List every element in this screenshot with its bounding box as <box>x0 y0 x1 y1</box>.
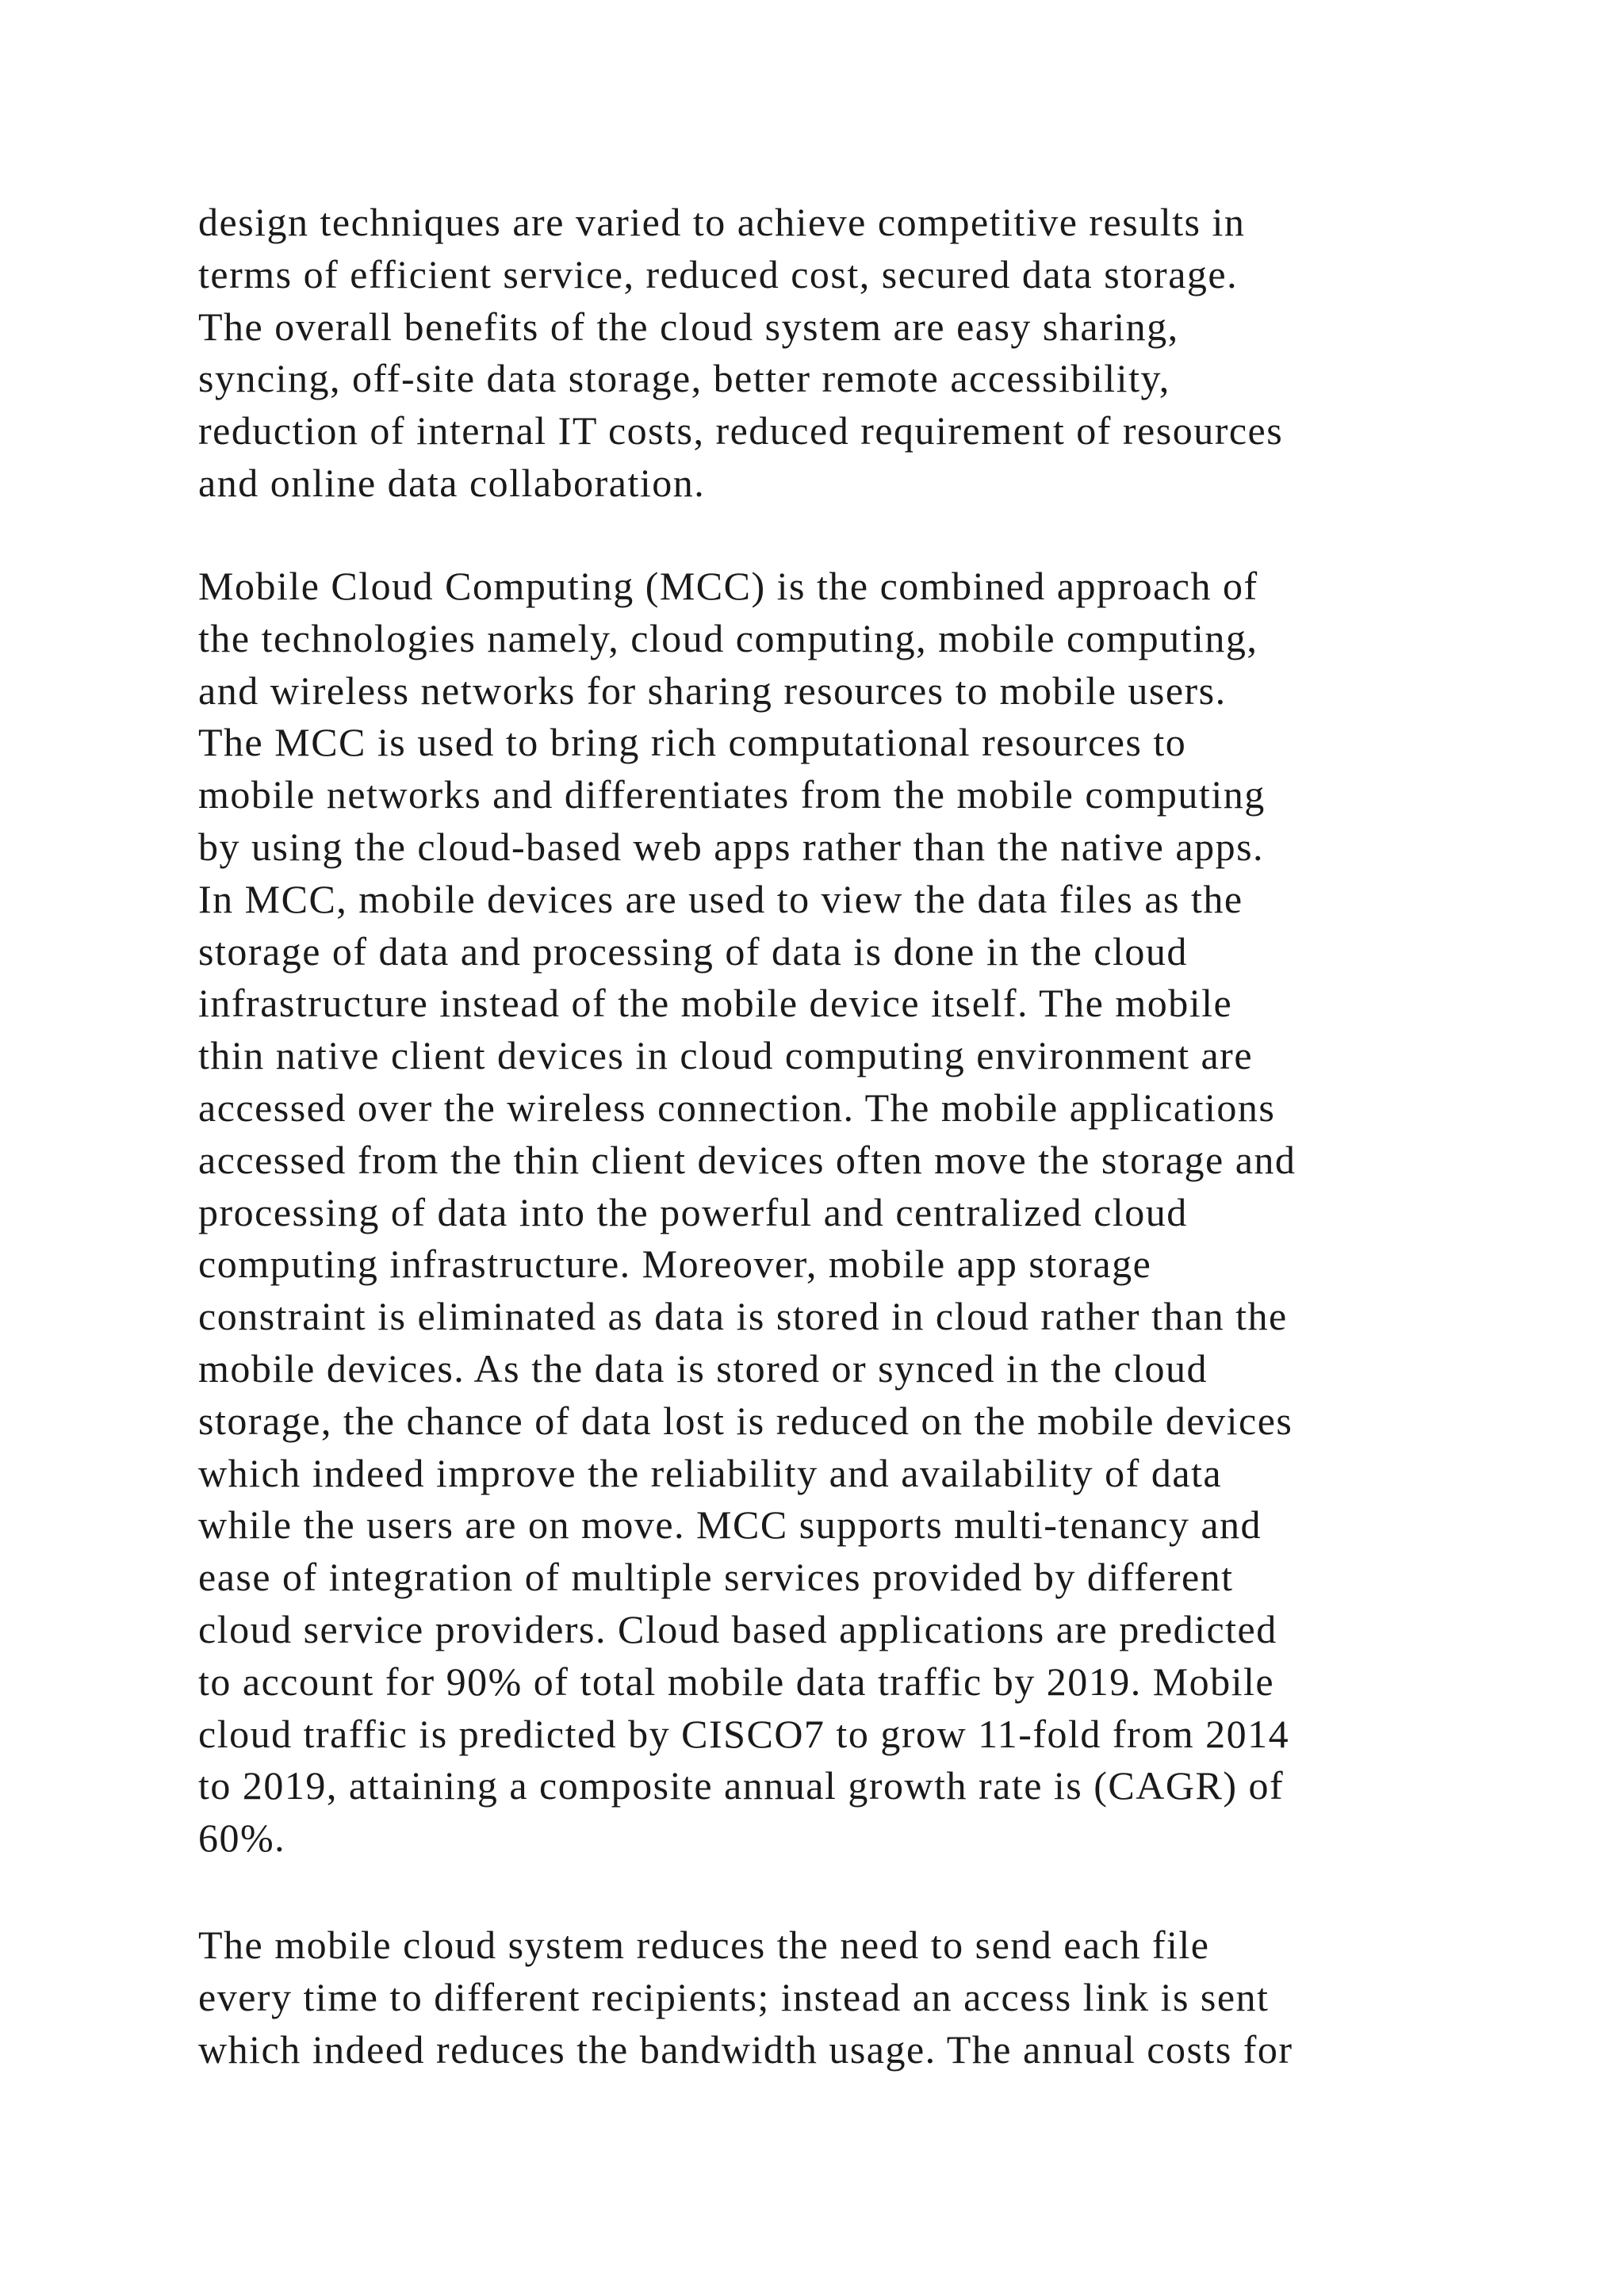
paragraph-mobile-cloud-system <box>198 1919 1562 2076</box>
text-line: 60%. <box>198 1816 286 1861</box>
text-line: infrastructure instead of the mobile device itself. The mobile <box>198 981 1233 1026</box>
text-line: computing infrastructure. Moreover, mobile app storage <box>198 1242 1152 1287</box>
text-line: constraint is eliminated as data is stored in cloud rather than the <box>198 1294 1288 1339</box>
text-line: ease of integration of multiple services provided by different <box>198 1555 1234 1600</box>
text-line: every time to different recipients; instead an access link is sent <box>198 1974 1270 2019</box>
text-line: In MCC, mobile devices are used to view the data files as the <box>198 876 1243 921</box>
text-line: thin native client devices in cloud computing environment are <box>198 1033 1254 1078</box>
text-line: to account for 90% of total mobile data traffic by 2019. Mobile <box>198 1659 1275 1704</box>
text-line: syncing, off-site data storage, better remote accessibility, <box>198 356 1170 401</box>
paragraph-cloud-benefits <box>198 197 1562 510</box>
text-line: which indeed reduces the bandwidth usage. The annual costs for <box>198 2026 1293 2072</box>
text-line: The overall benefits of the cloud system are easy sharing, <box>198 304 1179 349</box>
text-line: the technologies namely, cloud computing, mobile computing, <box>198 615 1258 660</box>
text-line: The mobile cloud system reduces the need to send each file <box>198 1923 1210 1967</box>
text-line: reduction of internal IT costs, reduced requirement of resources <box>198 408 1284 453</box>
text-line: cloud traffic is predicted by CISCO7 to grow 11-fold from 2014 <box>198 1711 1290 1756</box>
text-line: The MCC is used to bring rich computational resources to <box>198 720 1187 765</box>
text-line: storage of data and processing of data is done in the cloud <box>198 928 1188 974</box>
text-line: by using the cloud-based web apps rather than the native apps. <box>198 824 1265 869</box>
text-line: cloud service providers. Cloud based applications are predicted <box>198 1606 1277 1651</box>
text-line: mobile networks and differentiates from the mobile computing <box>198 772 1266 817</box>
text-line: mobile devices. As the data is stored or synced in the cloud <box>198 1345 1208 1391</box>
text-line: Mobile Cloud Computing (MCC) is the combined approach of <box>198 564 1258 608</box>
text-line: to 2019, attaining a composite annual growth rate is (CAGR) of <box>198 1763 1285 1808</box>
text-line: terms of efficient service, reduced cost, secured data storage. <box>198 251 1239 297</box>
text-line: while the users are on move. MCC supports multi-tenancy and <box>198 1502 1262 1548</box>
text-line: accessed from the thin client devices often move the storage and <box>198 1137 1297 1182</box>
text-line: processing of data into the powerful and centralized cloud <box>198 1189 1188 1234</box>
text-line: and online data collaboration. <box>198 460 706 505</box>
paragraph-mobile-cloud-computing <box>198 561 1562 1865</box>
text-line: storage, the chance of data lost is reduced on the mobile devices <box>198 1398 1293 1443</box>
text-line: which indeed improve the reliability and availability of data <box>198 1450 1223 1495</box>
text-line: design techniques are varied to achieve competitive results in <box>198 200 1246 244</box>
text-line: and wireless networks for sharing resources to mobile users. <box>198 668 1227 713</box>
text-line: accessed over the wireless connection. The mobile applications <box>198 1085 1276 1130</box>
